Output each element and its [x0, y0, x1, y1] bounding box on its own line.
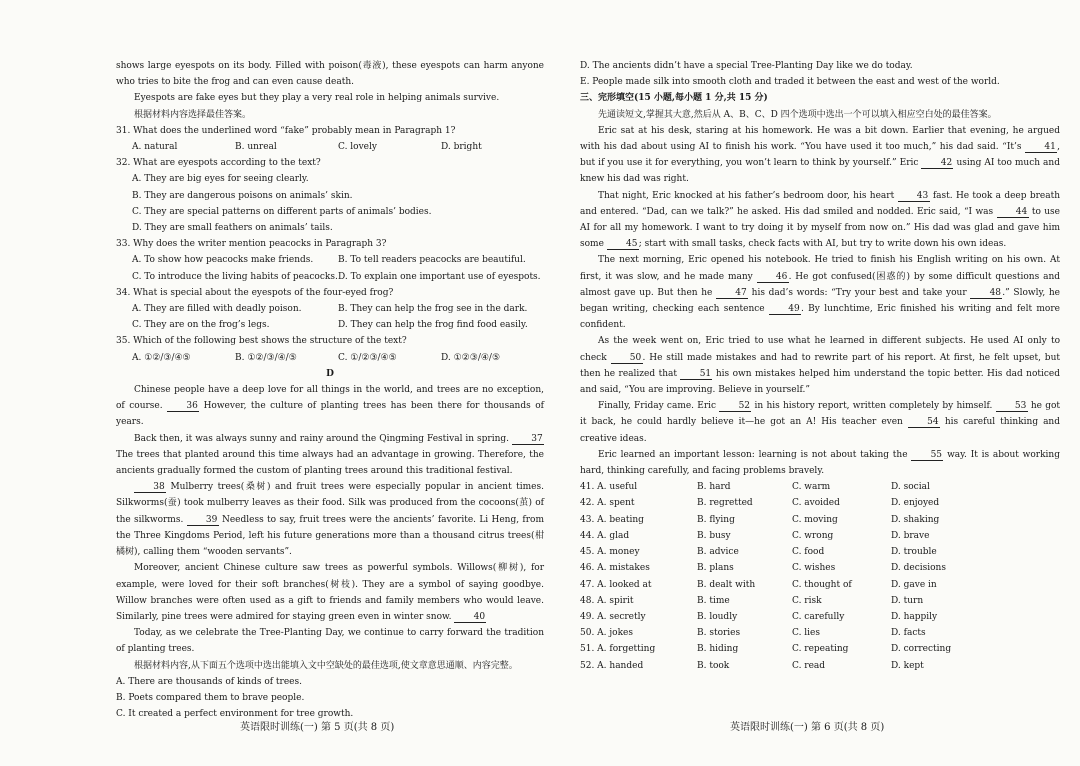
option-43-b[interactable]: B. flying — [697, 514, 735, 525]
cloze-p4-text: As the week went on, Eric tried to use what he learned in different subjects. He used AI only to check — [580, 336, 1060, 363]
q34-option-c[interactable]: C. They are on the frog’s legs. — [132, 320, 270, 331]
option-46-a[interactable]: 46. A. mistakes — [580, 563, 650, 574]
right-page-footer: 英语限时训练(一) 第 6 页(共 8 页) — [730, 722, 885, 733]
cloze-p4-text: his own mistakes helped him understand the topic better. His dad noticed and said, “You are improving. Believe in yourself.” — [580, 368, 1060, 396]
answer-row-43 — [580, 512, 1060, 528]
blank-45[interactable]: 45 — [607, 239, 639, 250]
q31-option-b[interactable]: B. unreal — [235, 142, 277, 153]
option-44-b[interactable]: B. busy — [697, 530, 731, 541]
blank-44[interactable]: 44 — [997, 207, 1029, 218]
cloze-p2-text: That night, Eric knocked at his father’s bedroom door, his heart — [598, 190, 898, 201]
question-31: 31. What does the underlined word “fake” probably mean in Paragraph 1? — [116, 125, 456, 136]
cloze-p1-text: , but if you use it for everything, you won’t learn to think by yourself.” Eric — [580, 142, 1060, 169]
option-45-c[interactable]: C. food — [792, 547, 825, 558]
q33-options-row1 — [116, 252, 544, 268]
q31-options — [116, 139, 544, 155]
answer-row-51 — [580, 641, 1060, 657]
cloze-p3-text: . By lunchtime, Eric finished his writing and felt more confident. — [580, 304, 1060, 331]
option-46-d[interactable]: D. decisions — [891, 563, 946, 574]
cloze-p3-text: . He got confused(困惑的) by some difficult questions and almost gave up. But then he — [580, 271, 1060, 298]
q31-option-a[interactable]: A. natural — [132, 142, 178, 153]
answer-row-47 — [580, 577, 1060, 593]
option-49-c[interactable]: C. carefully — [792, 611, 845, 622]
d-p2-text-b: The trees that planted around this time always had an advantage in growing. Therefore, the ancients gradually formed the custom of planting trees around this traditional festival. — [116, 449, 544, 477]
q34-options-row1 — [116, 301, 544, 317]
q35-option-c[interactable]: C. ①/②③/④⑤ — [338, 352, 397, 363]
q32-option-b[interactable]: B. They are dangerous poisons on animals’ skin. — [132, 190, 353, 201]
option-51-a[interactable]: 51. A. forgetting — [580, 644, 656, 655]
d-paragraph-4 — [116, 560, 544, 625]
d-p3-text-a: Mulberry trees(桑树) and fruit trees were especially popular in ancient times. Silkworms(蚕) took mulberry leaves as their food. Silk was produced from the cocoons(茧) of the silkworms. — [116, 482, 544, 525]
q34-option-b[interactable]: B. They can help the frog see in the dark. — [338, 304, 528, 315]
question-33: 33. Why does the writer mention peacocks in Paragraph 3? — [116, 239, 387, 250]
cloze-paragraph-4 — [580, 333, 1060, 398]
option-45-b[interactable]: B. advice — [697, 547, 739, 558]
option-49-d[interactable]: D. happily — [891, 611, 938, 622]
option-48-a[interactable]: 48. A. spirit — [580, 595, 634, 606]
q35-options — [116, 350, 544, 366]
q32-option-c[interactable]: C. They are special patterns on different parts of animals’ bodies. — [132, 206, 432, 217]
cloze-p2-text: fast. He took a deep breath and entered. “Dad, can we talk?” he asked. His dad smiled and nodded. Eric said, “I was — [580, 190, 1061, 217]
q31-option-c[interactable]: C. lovely — [338, 142, 377, 153]
option-52-b[interactable]: B. took — [697, 660, 730, 671]
instruction-c: 根据材料内容选择最佳答案。 — [134, 109, 252, 120]
blank-53[interactable]: 53 — [996, 401, 1028, 412]
q31-option-d[interactable]: D. bright — [441, 142, 482, 153]
answer-row-49 — [580, 609, 1060, 625]
intro-para-1: shows large eyespots on its body. Filled with poison(毒液), these eyespots can harm anyone who tries to bite the frog and can even cause death. — [116, 61, 544, 88]
answer-row-44 — [580, 528, 1060, 544]
blank-55[interactable]: 55 — [911, 450, 943, 461]
d-p1-text-a: Chinese people have a deep love for all things in the world, and trees are no exception, of course. — [116, 385, 544, 412]
option-48-b[interactable]: B. time — [697, 595, 730, 606]
blank-52[interactable]: 52 — [719, 401, 751, 412]
option-50-a[interactable]: 50. A. jokes — [580, 628, 634, 639]
option-48-c[interactable]: C. risk — [792, 595, 822, 606]
right-column — [580, 58, 1060, 674]
blank-50[interactable]: 50 — [611, 353, 643, 364]
blank-49[interactable]: 49 — [769, 304, 801, 315]
answer-row-50 — [580, 625, 1060, 641]
cloze-p4-text: . He still made mistakes and had to rewrite part of his report. At first, he felt upset, but then he realized that — [580, 352, 1060, 379]
answer-row-46 — [580, 560, 1060, 576]
instruction-3: 先通读短文,掌握其大意,然后从 A、B、C、D 四个选项中选出一个可以填入相应空白处的最佳答案。 — [598, 109, 997, 120]
option-52-a[interactable]: 52. A. handed — [580, 660, 644, 671]
option-51-b[interactable]: B. hiding — [697, 644, 739, 655]
question-35: 35. Which of the following best shows the structure of the text? — [116, 336, 407, 347]
cloze-p1-text: Eric sat at his desk, staring at his homework. He was a bit down. Earlier that evening, he argued with his dad about using AI to finish his work. “You have used it too much,” his dad said. “It’s — [580, 125, 1060, 153]
d-paragraph-3 — [116, 479, 544, 560]
cloze-p3-text: his dad’s words: “Try your best and take your — [748, 287, 971, 298]
q35-option-d[interactable]: D. ①②③/④/⑤ — [441, 352, 501, 363]
blank-51[interactable]: 51 — [680, 369, 712, 380]
blank-40[interactable]: 40 — [454, 612, 486, 623]
cloze-p5-text: his careful thinking and creative ideas. — [580, 417, 1060, 444]
option-49-a[interactable]: 49. A. secretly — [580, 611, 646, 622]
option-45-d[interactable]: D. trouble — [891, 547, 937, 558]
option-48-d[interactable]: D. turn — [891, 595, 924, 606]
cloze-p6-text: Eric learned an important lesson: learning is not about taking the — [598, 449, 912, 460]
cloze-paragraph-2 — [580, 188, 1060, 253]
option-43-a[interactable]: 43. A. beating — [580, 514, 644, 525]
d-option-b[interactable]: B. Poets compared them to brave people. — [116, 692, 305, 703]
blank-39[interactable]: 39 — [187, 515, 219, 526]
option-43-c[interactable]: C. moving — [792, 514, 838, 525]
cloze-paragraph-1 — [580, 123, 1060, 188]
d-paragraph-5: Today, as we celebrate the Tree-Planting Day, we continue to carry forward the tradition of planting trees. — [116, 628, 544, 655]
d-p2-text-a: Back then, it was always sunny and rainy around the Qingming Festival in spring. — [134, 433, 510, 444]
option-47-a[interactable]: 47. A. looked at — [580, 579, 652, 590]
cloze-p3-text: .” Slowly, he began writing, checking each sentence — [580, 287, 1060, 315]
option-42-a[interactable]: 42. A. spent — [580, 498, 635, 509]
blank-41[interactable]: 41 — [1025, 142, 1057, 153]
left-page-footer: 英语限时训练(一) 第 5 页(共 8 页) — [240, 722, 395, 733]
option-41-a[interactable]: 41. A. useful — [580, 482, 638, 493]
option-47-d[interactable]: D. gave in — [891, 579, 937, 590]
option-41-b[interactable]: B. hard — [697, 482, 731, 493]
q33-option-c[interactable]: C. To introduce the living habits of peacocks. — [132, 271, 338, 282]
question-32: 32. What are eyespots according to the text? — [116, 158, 321, 169]
blank-36[interactable]: 36 — [167, 401, 199, 412]
cloze-p6-text: way. It is about working hard, thinking carefully, and facing problems bravely. — [580, 449, 1060, 477]
d-paragraph-1 — [116, 382, 544, 431]
cloze-paragraph-5 — [580, 398, 1060, 447]
option-43-d[interactable]: D. shaking — [891, 514, 940, 525]
blank-42[interactable]: 42 — [921, 158, 953, 169]
d-option-d[interactable]: D. The ancients didn’t have a special Tree-Planting Day like we do today. — [580, 61, 913, 71]
cloze-p5-text: in his history report, written completely by himself. — [751, 401, 996, 412]
right-page — [540, 0, 1080, 766]
d-p3-text-b: Needless to say, fruit trees were the ancients’ favorite. Li Heng, from the Three Kingdoms Period, left his future generations more than a thousand citrus trees(柑橘树), calling them “wooden servants”. — [116, 514, 544, 558]
q35-option-a[interactable]: A. ①②/③/④⑤ — [132, 352, 191, 363]
cloze-p3-text: The next morning, Eric opened his notebook. He tried to finish his English writing on his own. At first, it was slow, and he made many — [580, 255, 1060, 282]
option-51-c[interactable]: C. repeating — [792, 644, 849, 655]
answer-row-45 — [580, 544, 1060, 560]
q32-option-d[interactable]: D. They are small feathers on animals’ tails. — [132, 223, 333, 234]
option-52-c[interactable]: C. read — [792, 660, 826, 671]
q33-options-row2 — [116, 269, 544, 285]
option-42-d[interactable]: D. enjoyed — [891, 498, 940, 509]
option-51-d[interactable]: D. correcting — [891, 644, 952, 655]
q34-option-a[interactable]: A. They are filled with deadly poison. — [132, 304, 302, 315]
option-42-c[interactable]: C. avoided — [792, 498, 840, 509]
option-42-b[interactable]: B. regretted — [697, 498, 753, 509]
section-d-heading: D — [326, 368, 334, 379]
d-p4-text: Moreover, ancient Chinese culture saw trees as powerful symbols. Willows(柳树), for example, were loved for their soft branches(树枝). They are a symbol of saying goodbye. Willow branches were often used as a gift to friends and family members who would leave. Similarly, pine trees were admired for staying green even in winter snow. — [116, 563, 544, 622]
option-50-d[interactable]: D. facts — [891, 628, 926, 639]
cloze-p2-text: to use AI for all my homework. I want to try doing it by myself from now on.” His dad was glad and gave him some — [580, 206, 1061, 250]
answer-row-41 — [580, 479, 1060, 495]
blank-43[interactable]: 43 — [898, 191, 930, 202]
cloze-paragraph-3 — [580, 252, 1060, 333]
blank-37[interactable]: 37 — [512, 434, 544, 445]
q33-option-b[interactable]: B. To tell readers peacocks are beautiful. — [338, 255, 526, 266]
option-41-d[interactable]: D. social — [891, 482, 930, 493]
answer-row-52 — [580, 658, 1060, 674]
d-p1-text-b: However, the culture of planting trees has been there for thousands of years. — [116, 401, 544, 428]
blank-46[interactable]: 46 — [757, 272, 789, 283]
blank-54[interactable]: 54 — [908, 417, 940, 428]
answer-row-42 — [580, 495, 1060, 511]
instruction-d: 根据材料内容,从下面五个选项中选出能填入文中空缺处的最佳选项,使文章意思通顺、内容完整。 — [134, 660, 518, 671]
intro-para-2: Eyespots are fake eyes but they play a very real role in helping animals survive. — [134, 93, 500, 104]
blank-48[interactable]: 48 — [970, 288, 1002, 299]
option-49-b[interactable]: B. loudly — [697, 611, 738, 622]
left-column — [116, 58, 544, 722]
answer-options-list — [580, 479, 1060, 673]
option-46-b[interactable]: B. plans — [697, 563, 734, 574]
option-44-c[interactable]: C. wrong — [792, 530, 834, 541]
cloze-p1-text: using AI too much and knew his dad was right. — [580, 158, 1060, 185]
d-option-a[interactable]: A. There are thousands of kinds of trees. — [116, 676, 302, 687]
option-50-b[interactable]: B. stories — [697, 628, 741, 639]
q34-options-row2 — [116, 317, 544, 333]
cloze-p2-text: ; start with small tasks, check facts with AI, but try to write down his own ideas. — [638, 239, 1007, 250]
q35-option-b[interactable]: B. ①②/③/④/⑤ — [235, 352, 297, 363]
option-47-c[interactable]: C. thought of — [792, 579, 852, 590]
blank-38[interactable]: 38 — [134, 482, 166, 493]
d-paragraph-2 — [116, 431, 544, 480]
blank-47[interactable]: 47 — [716, 288, 748, 299]
option-47-b[interactable]: B. dealt with — [697, 579, 756, 590]
d-option-c[interactable]: C. It created a perfect environment for tree growth. — [116, 709, 354, 720]
q32-option-a[interactable]: A. They are big eyes for seeing clearly. — [132, 174, 309, 185]
question-34: 34. What is special about the eyespots of the four-eyed frog? — [116, 287, 394, 298]
q34-option-d[interactable]: D. They can help the frog find food easily. — [338, 320, 528, 331]
option-52-d[interactable]: D. kept — [891, 660, 924, 671]
option-44-a[interactable]: 44. A. glad — [580, 530, 630, 541]
cloze-p5-text: he got it back, he could hardly believe it—he got an A! His teacher even — [580, 401, 1061, 428]
option-50-c[interactable]: C. lies — [792, 628, 820, 639]
option-44-d[interactable]: D. brave — [891, 530, 930, 541]
cloze-p5-text: Finally, Friday came. Eric — [598, 401, 720, 412]
option-41-c[interactable]: C. warm — [792, 482, 831, 493]
q33-option-a[interactable]: A. To show how peacocks make friends. — [132, 255, 314, 266]
option-46-c[interactable]: C. wishes — [792, 563, 836, 574]
section-3-heading: 三、完形填空(15 小题,每小题 1 分,共 15 分) — [580, 93, 768, 104]
d-option-e[interactable]: E. People made silk into smooth cloth and traded it between the east and west of the world. — [580, 77, 1000, 88]
q33-option-d[interactable]: D. To explain one important use of eyespots. — [338, 271, 541, 282]
cloze-paragraph-6 — [580, 447, 1060, 479]
option-45-a[interactable]: 45. A. money — [580, 547, 640, 558]
answer-row-48 — [580, 593, 1060, 609]
